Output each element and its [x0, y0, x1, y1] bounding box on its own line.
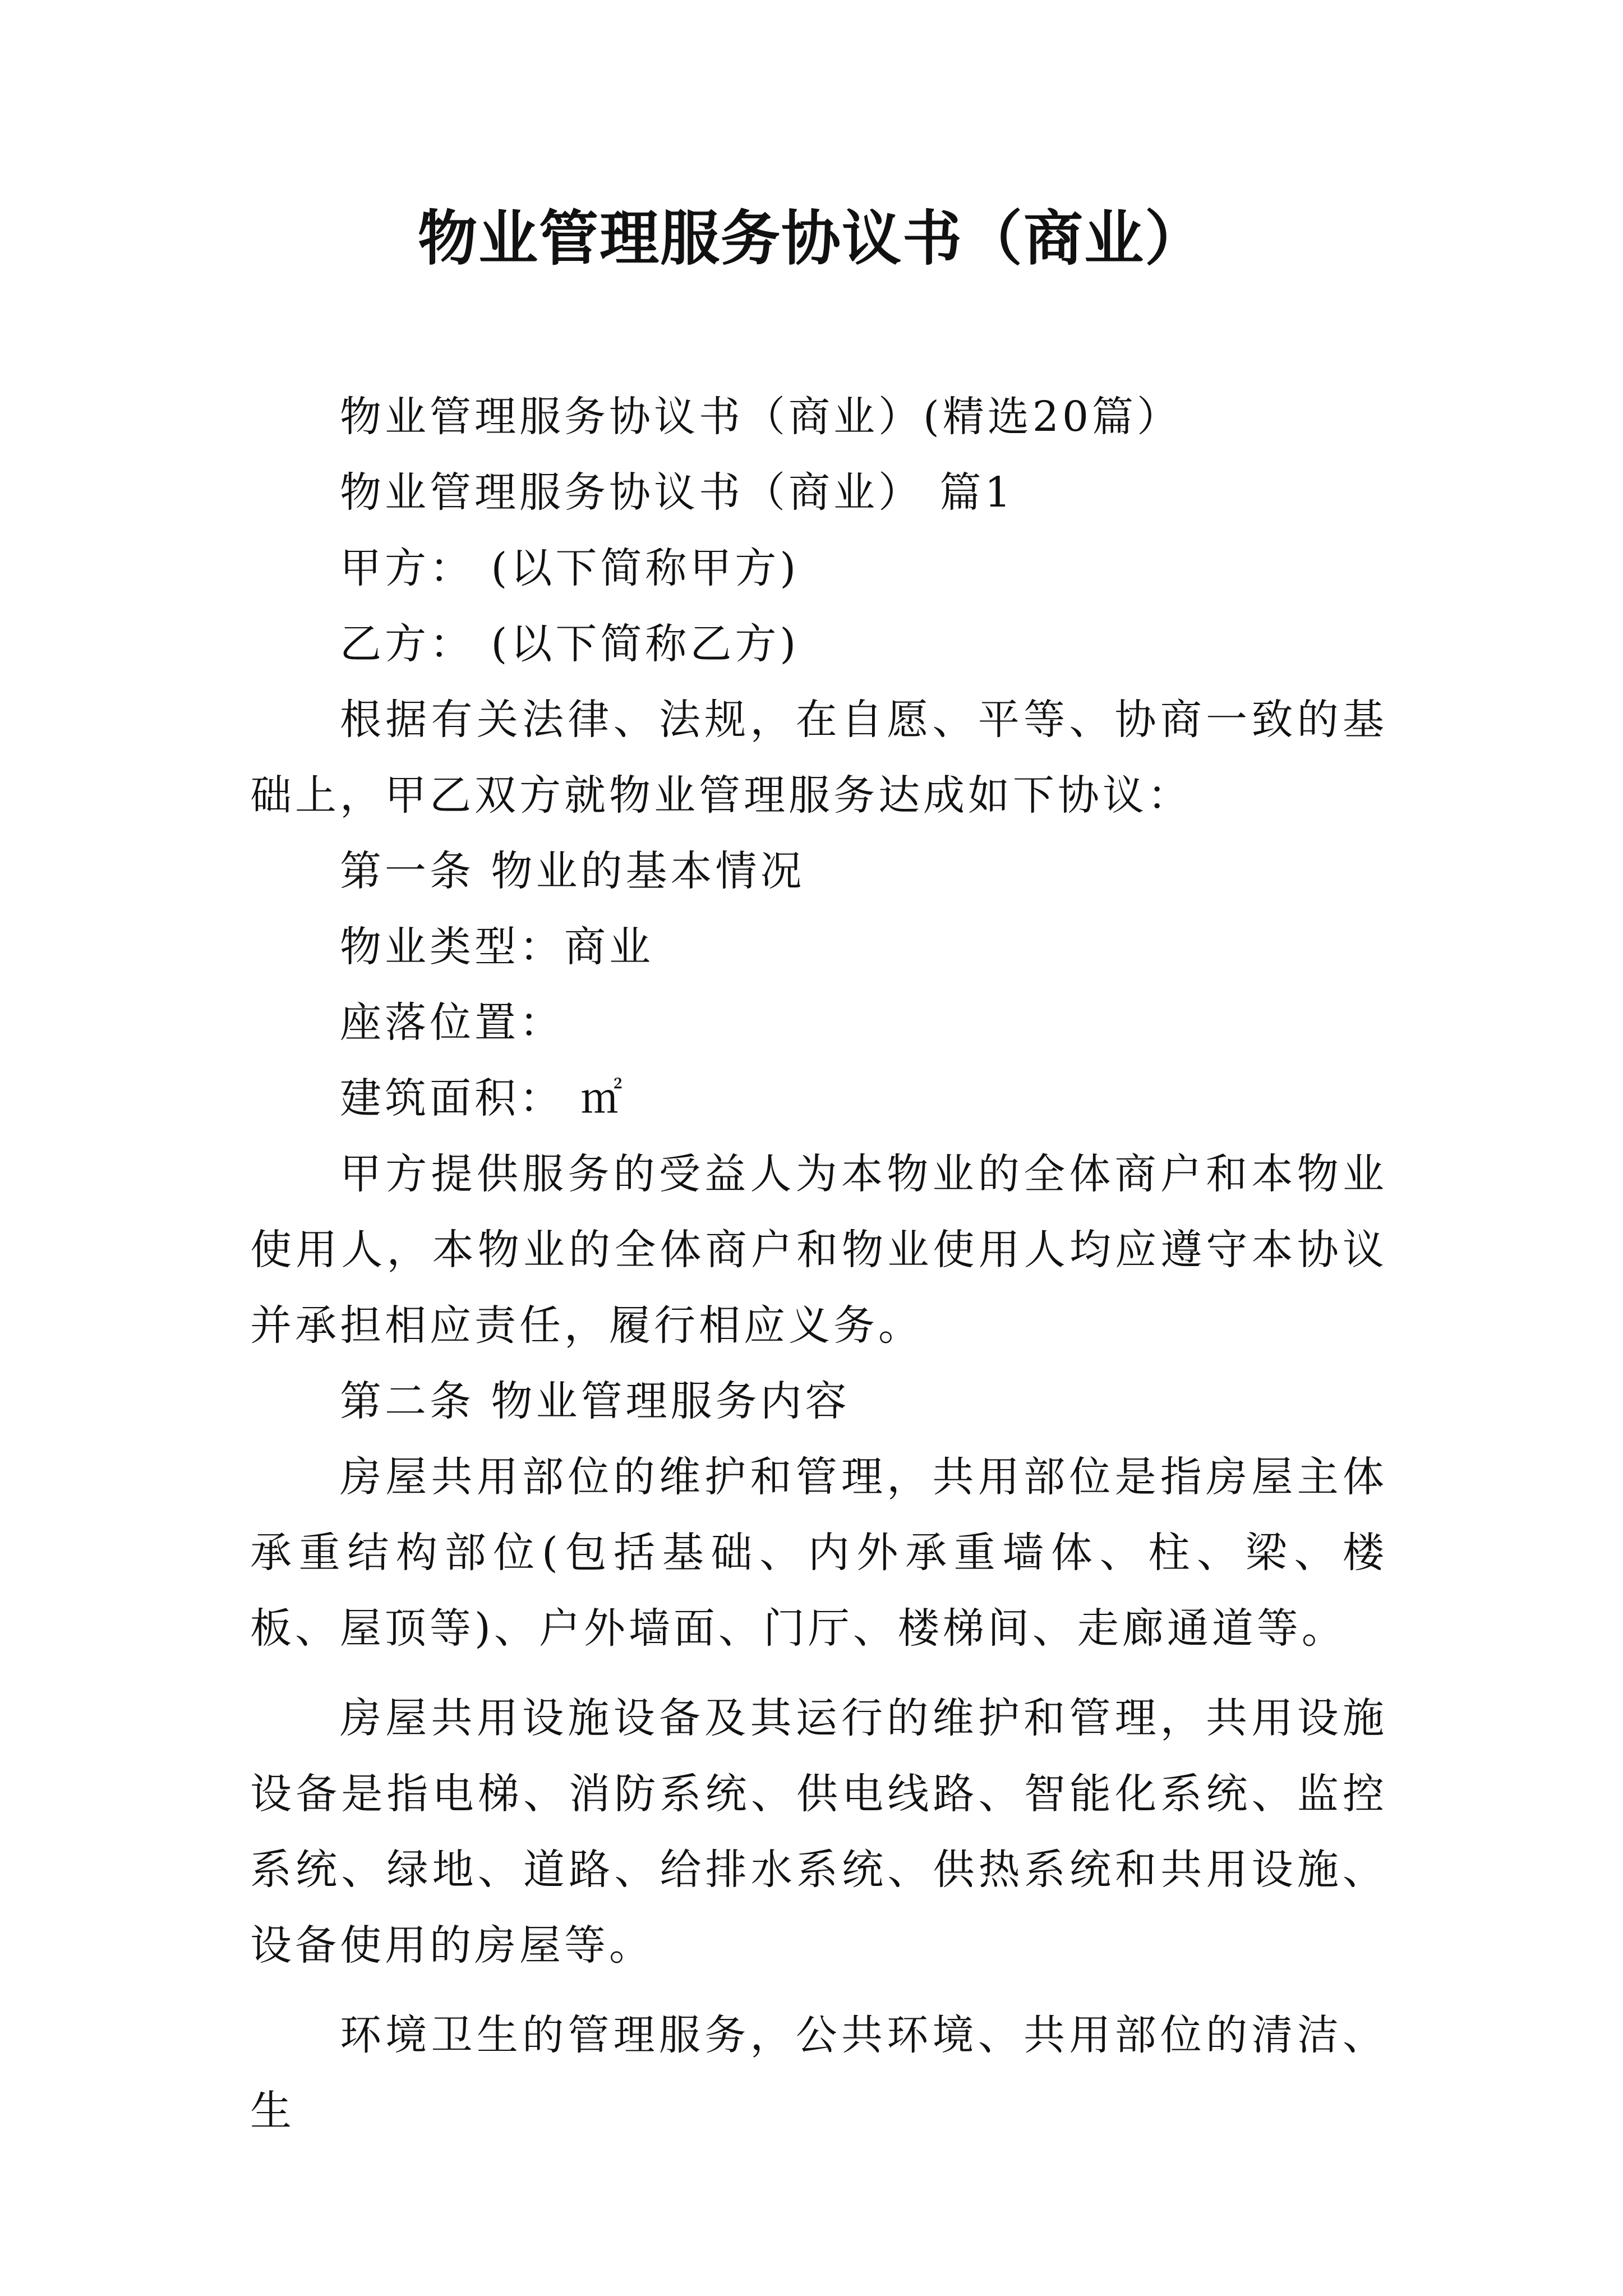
paragraph-party-b: 乙方： (以下简称乙方): [340, 620, 800, 668]
paragraph-beneficiaries: 甲方提供服务的受益人为本物业的全体商户和本物业使用人，本物业的全体商户和物业使用人均应遵守本协议并承担相应责任，履行相应义务。: [250, 1150, 1387, 1350]
paragraph-preamble: 根据有关法律、法规，在自愿、平等、协商一致的基础上，甲乙双方就物业管理服务达成如下协议：: [250, 696, 1387, 820]
paragraph-common-parts: 房屋共用部位的维护和管理，共用部位是指房屋主体承重结构部位(包括基础、内外承重墙体、柱、梁、楼板、屋顶等)、户外墙面、门厅、楼梯间、走廊通道等。: [250, 1453, 1387, 1653]
paragraph-location: 座落位置：: [340, 999, 564, 1047]
paragraph-article-2: 第二条 物业管理服务内容: [340, 1377, 850, 1425]
paragraph-sanitation: 环境卫生的管理服务，公共环境、共用部位的清洁、生: [250, 2011, 1387, 2135]
paragraph-property-type: 物业类型：商业: [340, 923, 654, 971]
paragraph-section-heading: 物业管理服务协议书（商业） 篇1: [340, 468, 1015, 517]
paragraph-subtitle: 物业管理服务协议书（商业）(精选20篇）: [340, 393, 1182, 441]
paragraph-floor-area: 建筑面积： ㎡: [340, 1074, 626, 1122]
paragraph-common-facilities: 房屋共用设施设备及其运行的维护和管理，共用设施设备是指电梯、消防系统、供电线路、智能化系统、监控系统、绿地、道路、给排水系统、供热系统和共用设施、设备使用的房屋等。: [250, 1694, 1387, 1970]
document-body: [250, 379, 1387, 2149]
paragraph-party-a: 甲方： (以下简称甲方): [340, 544, 800, 592]
document-title: 物业管理服务协议书（商业）: [418, 203, 1205, 273]
paragraph-article-1: 第一条 物业的基本情况: [340, 847, 805, 895]
